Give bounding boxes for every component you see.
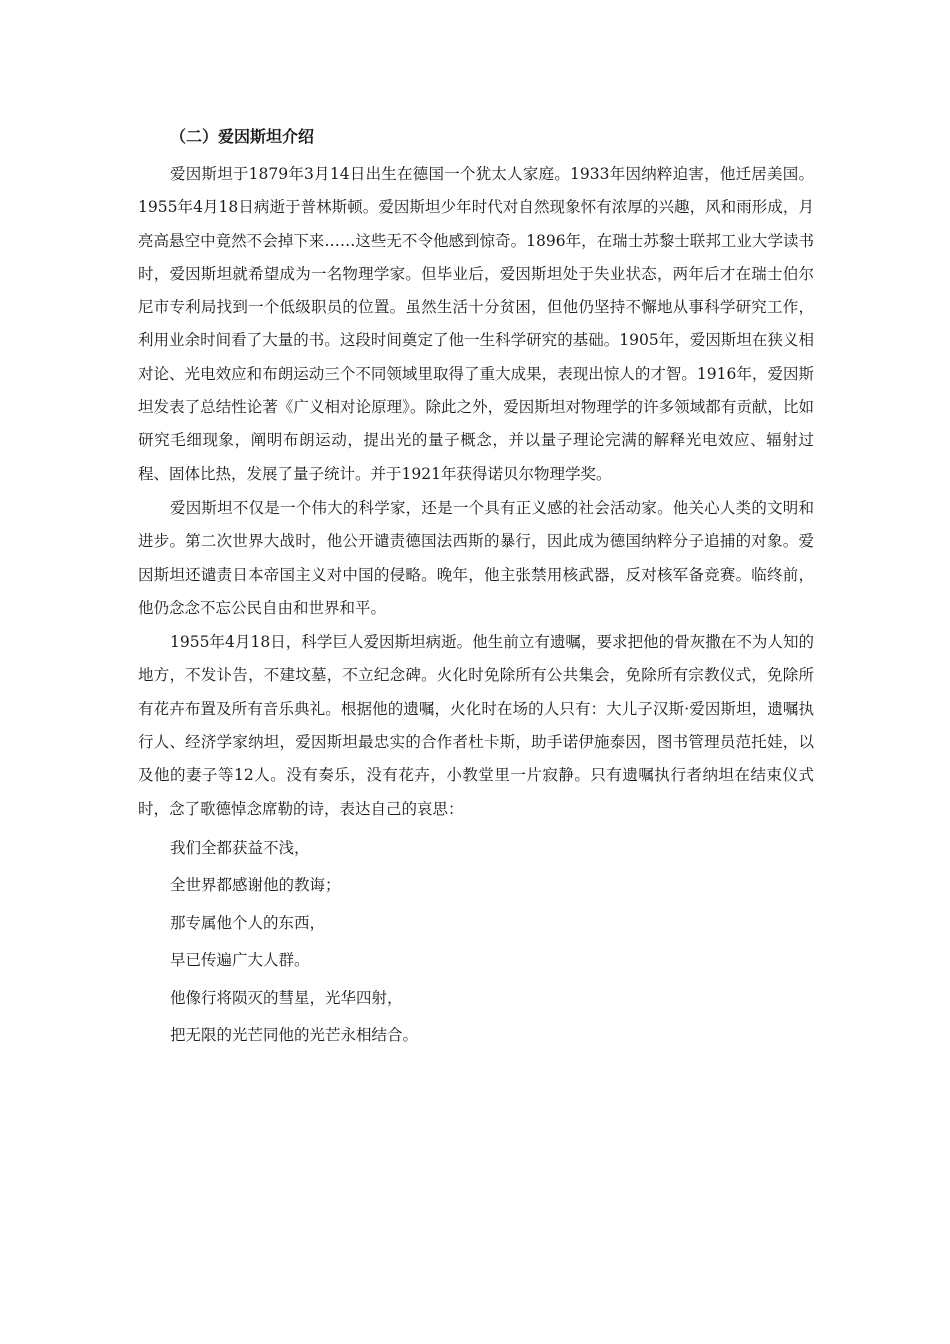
poem-line: 早已传遍广大人群。 xyxy=(170,951,310,970)
document-body xyxy=(138,124,814,1055)
poem-line: 他像行将陨灭的彗星，光华四射， xyxy=(170,988,403,1007)
paragraph-social-activism: 爱因斯坦不仅是一个伟大的科学家，还是一个具有正义感的社会活动家。他关心人类的文明和进步。第二次世界大战时，他公开谴责德国法西斯的暴行，因此成为德国纳粹分子追捕的对象。爱因斯坦还谴责日本帝国主义对中国的侵略。晚年，他主张禁用核武器，反对核军备竞赛。临终前，他仍念念不忘公民自由和世界和平。 xyxy=(138,498,814,617)
paragraph-death-and-will: 1955年4月18日，科学巨人爱因斯坦病逝。他生前立有遗嘱，要求把他的骨灰撒在不为人知的地方，不发讣告，不建坟墓，不立纪念碑。火化时免除所有公共集会，免除所有宗教仪式，免除所有花卉布置及所有音乐典礼。根据他的遗嘱，火化时在场的人只有：大儿子汉斯·爱因斯坦，遗嘱执行人、经济学家纳坦，爱因斯坦最忠实的合作者杜卡斯，助手诺伊施泰因，图书管理员范托娃，以及他的妻子等12人。没有奏乐，没有花卉，小教堂里一片寂静。只有遗嘱执行者纳坦在结束仪式时，念了歌德悼念席勒的诗，表达自己的哀思： xyxy=(138,633,814,818)
paragraph-biography: 爱因斯坦于1879年3月14日出生在德国一个犹太人家庭。1933年因纳粹迫害，他迁居美国。1955年4月18日病逝于普林斯顿。爱因斯坦少年时代对自然现象怀有浓厚的兴趣，风和雨形成，月亮高悬空中竟然不会掉下来……这些无不令他感到惊奇。1896年，在瑞士苏黎士联邦工业大学读书时，爱因斯坦就希望成为一名物理学家。但毕业后，爱因斯坦处于失业状态，两年后才在瑞士伯尔尼市专利局找到一个低级职员的位置。虽然生活十分贫困，但他仍坚持不懈地从事科学研究工作，利用业余时间看了大量的书。这段时间奠定了他一生科学研究的基础。1905年，爱因斯坦在狭义相对论、光电效应和布朗运动三个不同领域里取得了重大成果，表现出惊人的才智。1916年，爱因斯坦发表了总结性论著《广义相对论原理》。除此之外，爱因斯坦对物理学的许多领域都有贡献，比如研究毛细现象，阐明布朗运动，提出光的量子概念，并以量子理论完满的解释光电效应、辐射过程、固体比热，发展了量子统计。并于1921年获得诺贝尔物理学奖。 xyxy=(138,165,814,483)
poem-line: 我们全都获益不浅， xyxy=(170,838,310,857)
poem-line: 把无限的光芒同他的光芒永相结合。 xyxy=(170,1026,419,1045)
section-heading: （二）爱因斯坦介绍 xyxy=(170,127,315,146)
poem-line: 全世界都感谢他的教诲； xyxy=(170,876,341,895)
poem-line: 那专属他个人的东西， xyxy=(170,913,326,932)
goethe-poem xyxy=(138,830,814,1055)
